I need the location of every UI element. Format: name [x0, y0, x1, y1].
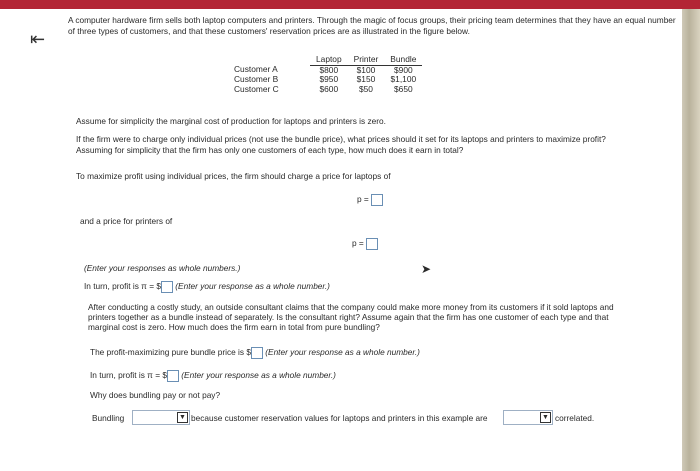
header-laptop: Laptop — [310, 55, 348, 65]
enter-whole-hint: (Enter your responses as whole numbers.) — [84, 263, 241, 273]
collapse-left-icon[interactable]: ⇤ — [30, 29, 46, 49]
chevron-down-icon: ▼ — [177, 412, 188, 423]
bundle-profit-row: In turn, profit is π = $ (Enter your response as a whole number.) — [90, 370, 336, 381]
top-accent-bar — [0, 0, 700, 9]
consultant-line-2: printers together as a bundle instead of separately. Is the consultant right? Assume again that the firm has one customer of each type and that — [88, 312, 609, 322]
correlation-dropdown[interactable] — [503, 410, 553, 425]
consultant-line-1: After conducting a costly study, an outside consultant claims that the company could make more money from its customers if it sold laptops and — [88, 302, 614, 312]
printer-price-input[interactable] — [366, 238, 378, 250]
because-text: because customer reservation values for laptops and printers in this example are — [191, 413, 488, 423]
table-row: Customer B $950 $150 $1,100 — [234, 74, 417, 84]
header-bundle: Bundle — [384, 55, 422, 65]
p-label: p = — [357, 194, 369, 205]
table-row: Customer A $800 $100 $900 — [234, 64, 413, 75]
profit-input[interactable] — [161, 281, 173, 293]
bundle-price-input[interactable] — [251, 347, 263, 359]
profit-row: In turn, profit is π = $ (Enter your response as a whole number.) — [84, 281, 330, 292]
chevron-down-icon: ▼ — [540, 412, 551, 423]
bundling-label: Bundling — [92, 413, 125, 423]
header-printer: Printer — [348, 55, 385, 65]
consultant-line-3: marginal cost is zero. How much does the firm earn in total from pure bundling? — [88, 322, 380, 332]
p-label: p = — [352, 238, 364, 249]
mouse-cursor-icon: ➤ — [421, 262, 432, 276]
right-edge-decoration — [682, 9, 700, 471]
intro-text: A computer hardware firm sells both laptop computers and printers. Through the magic of focus groups, their pricing team determines that they have an equal number of three types of customers, and that these customers' reservation prices are as illustrated in the figure below. — [68, 15, 676, 36]
why-question: Why does bundling pay or not pay? — [90, 390, 221, 400]
bundle-price-row: The profit-maximizing pure bundle price is $ (Enter your response as a whole number.) — [90, 347, 420, 358]
laptop-price-row — [357, 194, 383, 206]
table-row: Customer C $600 $50 $650 — [234, 83, 413, 94]
correlated-text: correlated. — [555, 413, 595, 423]
assume-text: Assume for simplicity the marginal cost of production for laptops and printers is zero. — [76, 116, 386, 126]
laptop-price-input[interactable] — [371, 194, 383, 206]
printer-price-prompt: and a price for printers of — [80, 216, 173, 226]
laptop-price-prompt: To maximize profit using individual prices, the firm should charge a price for laptops of — [76, 171, 391, 181]
reservation-price-table — [232, 55, 422, 94]
question-1-line-2: Assuming for simplicity that the firm has only one customers of each type, how much does it earn in total? — [76, 145, 464, 155]
question-1-line-1: If the firm were to charge only individual prices (not use the bundle price), what prices should it set for its laptops and printers to maximize profit? — [76, 134, 606, 144]
bundling-dropdown[interactable] — [132, 410, 190, 425]
printer-price-row — [352, 238, 378, 250]
bundle-profit-input[interactable] — [167, 370, 179, 382]
